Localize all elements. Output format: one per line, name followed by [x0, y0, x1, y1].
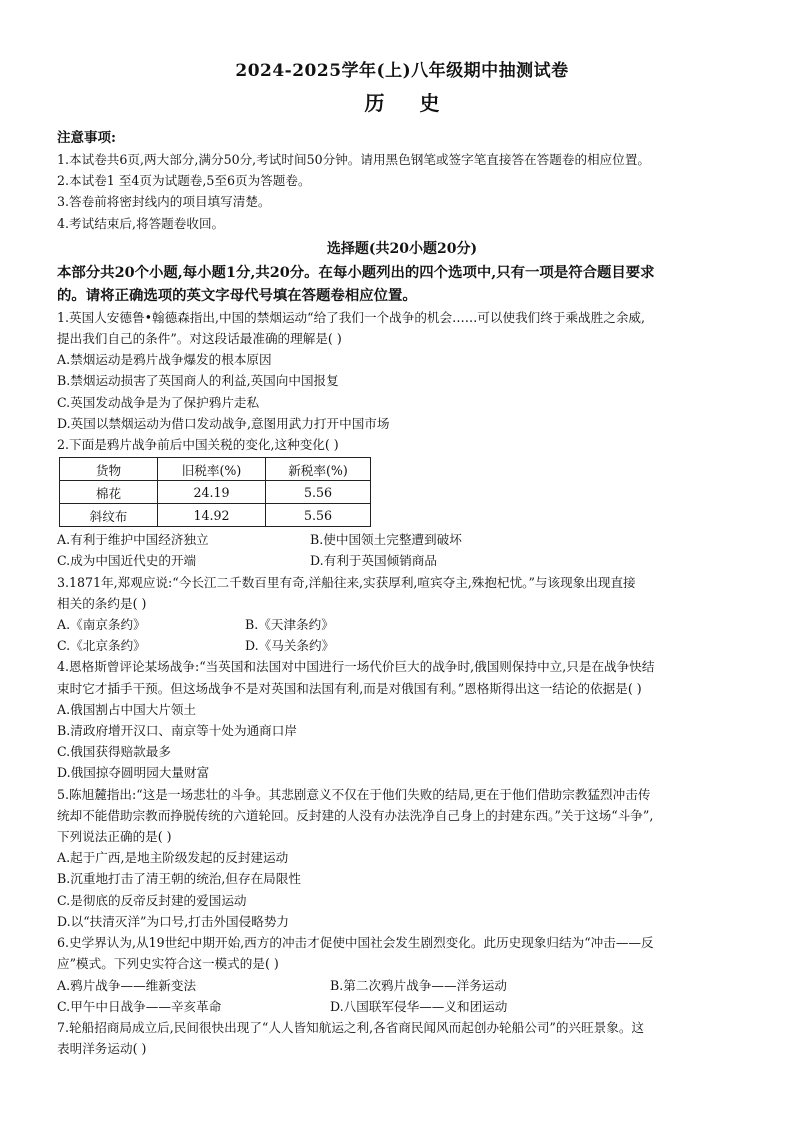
option-row	[57, 614, 747, 635]
table-cell: 棉花	[60, 481, 158, 504]
option-b: B.沉重地打击了清王朝的统治,但存在局限性	[57, 871, 301, 887]
question-stem: 3.1871年,郑观应说:“今长江二千数百里有奇,洋船往来,实获厚利,喧宾夺主,殊抱杞忧。”与该现象出现直接	[57, 574, 636, 590]
option-a: A.有利于维护中国经济独立	[57, 532, 209, 548]
table-cell: 5.56	[266, 481, 371, 504]
option-d: D.以“扶清灭洋”为口号,打击外国侵略势力	[57, 913, 290, 929]
question-stem: 5.陈旭麓指出:“这是一场悲壮的斗争。其悲剧意义不仅在于他们失败的结局,更在于他们借助宗教猛烈冲击传	[57, 786, 651, 802]
option-a: A.起于广西,是地主阶级发起的反封建运动	[57, 850, 289, 866]
table-cell: 5.56	[266, 504, 371, 527]
option-b: B.使中国领土完整遭到破坏	[310, 532, 462, 548]
table-header-row	[60, 458, 371, 481]
option-row	[57, 550, 747, 571]
option-c: C.甲午中日战争——辛亥革命	[57, 998, 222, 1014]
question-stem: 6.史学界认为,从19世纪中期开始,西方的冲击才促使中国社会发生剧烈变化。此历史现象归结为“冲击——反	[57, 935, 654, 951]
option-a: A.禁烟运动是鸦片战争爆发的根本原因	[57, 352, 272, 368]
question-stem: 统却不能借助宗教而挣脱传统的六道轮回。反封建的人没有办法洗净自己身上的封建东西。”关于这场“斗争”,	[57, 807, 654, 823]
question-stem: 1.英国人安德鲁•翰德森指出,中国的禁烟运动“给了我们一个战争的机会……可以使我们终于乘战胜之余威,	[57, 309, 646, 325]
tariff-table	[59, 457, 371, 527]
question-stem: 7.轮船招商局成立后,民间很快出现了“人人皆知航运之利,各省商民闻风而起创办轮船公司”的兴旺景象。这	[57, 1019, 645, 1035]
option-d: D.八国联军侵华——义和团运动	[330, 998, 508, 1014]
notice-heading: 注意事项:	[57, 130, 116, 146]
question-3	[57, 572, 747, 657]
question-2	[57, 434, 747, 572]
question-stem: 相关的条约是( )	[57, 595, 147, 611]
option-row	[57, 996, 747, 1017]
notice-item: 2.本试卷1 至4页为试题卷,5至6页为答题卷。	[57, 173, 311, 189]
question-5	[57, 784, 747, 932]
notice-item: 4.考试结束后,将答题卷收回。	[57, 215, 225, 231]
option-a: A.鸦片战争——维新变法	[57, 977, 197, 993]
section-desc-line: 本部分共20个小题,每小题1分,共20分。在每小题列出的四个选项中,只有一项是符合题目要求	[57, 263, 655, 281]
table-row	[60, 504, 371, 527]
option-c: C.是彻底的反帝反封建的爱国运动	[57, 892, 247, 908]
option-c: C.成为中国近代史的开端	[57, 553, 197, 569]
question-1	[57, 307, 747, 434]
table-header-cell: 货物	[60, 458, 158, 481]
option-c: C.《北京条约》	[57, 638, 146, 654]
option-b: B.第二次鸦片战争——洋务运动	[330, 977, 507, 993]
table-header-cell: 旧税率(%)	[158, 458, 266, 481]
question-stem: 4.恩格斯曾评论某场战争:“当英国和法国对中国进行一场代价巨大的战争时,俄国则保持中立,只是在战争快结	[57, 659, 655, 675]
subject-title: 历 史	[364, 91, 454, 115]
option-row	[57, 975, 747, 996]
option-c: C.英国发动战争是为了保护鸦片走私	[57, 394, 260, 410]
question-stem: 表明洋务运动( )	[57, 1041, 147, 1057]
section-desc-line: 的。请将正确选项的英文字母代号填在答题卷相应位置。	[57, 286, 417, 304]
option-b: B.清政府增开汉口、南京等十处为通商口岸	[57, 723, 297, 739]
option-d: D.英国以禁烟运动为借口发动战争,意图用武力打开中国市场	[57, 415, 390, 431]
exam-title: 2024-2025学年(上)八年级期中抽测试卷	[235, 61, 569, 81]
question-7	[57, 1017, 747, 1059]
option-a: A.《南京条约》	[57, 617, 146, 633]
option-b: B.禁烟运动损害了英国商人的利益,英国向中国报复	[57, 373, 339, 389]
question-stem: 下列说法正确的是( )	[57, 829, 172, 845]
table-header-cell: 新税率(%)	[266, 458, 371, 481]
table-row	[60, 481, 371, 504]
option-b: B.《天津条约》	[245, 617, 334, 633]
option-a: A.俄国割占中国大片领土	[57, 701, 197, 717]
question-4	[57, 656, 747, 783]
notice-item: 3.答卷前将密封线内的项目填写清楚。	[57, 194, 271, 210]
question-stem: 提出我们自己的条件”。对这段话最准确的理解是( )	[57, 331, 342, 347]
notice-item: 1.本试卷共6页,两大部分,满分50分,考试时间50分钟。请用黑色钢笔或签字笔直接答在答题卷的相应位置。	[57, 152, 651, 167]
exam-page	[57, 52, 747, 1059]
table-cell: 14.92	[158, 504, 266, 527]
option-row	[57, 635, 747, 656]
section-title: 选择题(共20小题20分)	[326, 240, 478, 257]
question-stem: 束时它才插手干预。但这场战争不是对英国和法国有利,而是对俄国有利。”恩格斯得出这一结论的依据是( )	[57, 680, 642, 696]
question-stem: 应”模式。下列史实符合这一模式的是( )	[57, 956, 279, 972]
option-row	[57, 529, 747, 550]
option-c: C.俄国获得赔款最多	[57, 744, 171, 760]
table-cell: 斜纹布	[60, 504, 158, 527]
question-6	[57, 932, 747, 1017]
table-cell: 24.19	[158, 481, 266, 504]
question-stem: 2.下面是鸦片战争前后中国关税的变化,这种变化( )	[57, 437, 339, 453]
option-d: D.有利于英国倾销商品	[310, 553, 437, 569]
option-d: D.《马关条约》	[245, 638, 335, 654]
option-d: D.俄国掠夺圆明园大量财富	[57, 765, 210, 781]
section-description	[57, 261, 747, 307]
